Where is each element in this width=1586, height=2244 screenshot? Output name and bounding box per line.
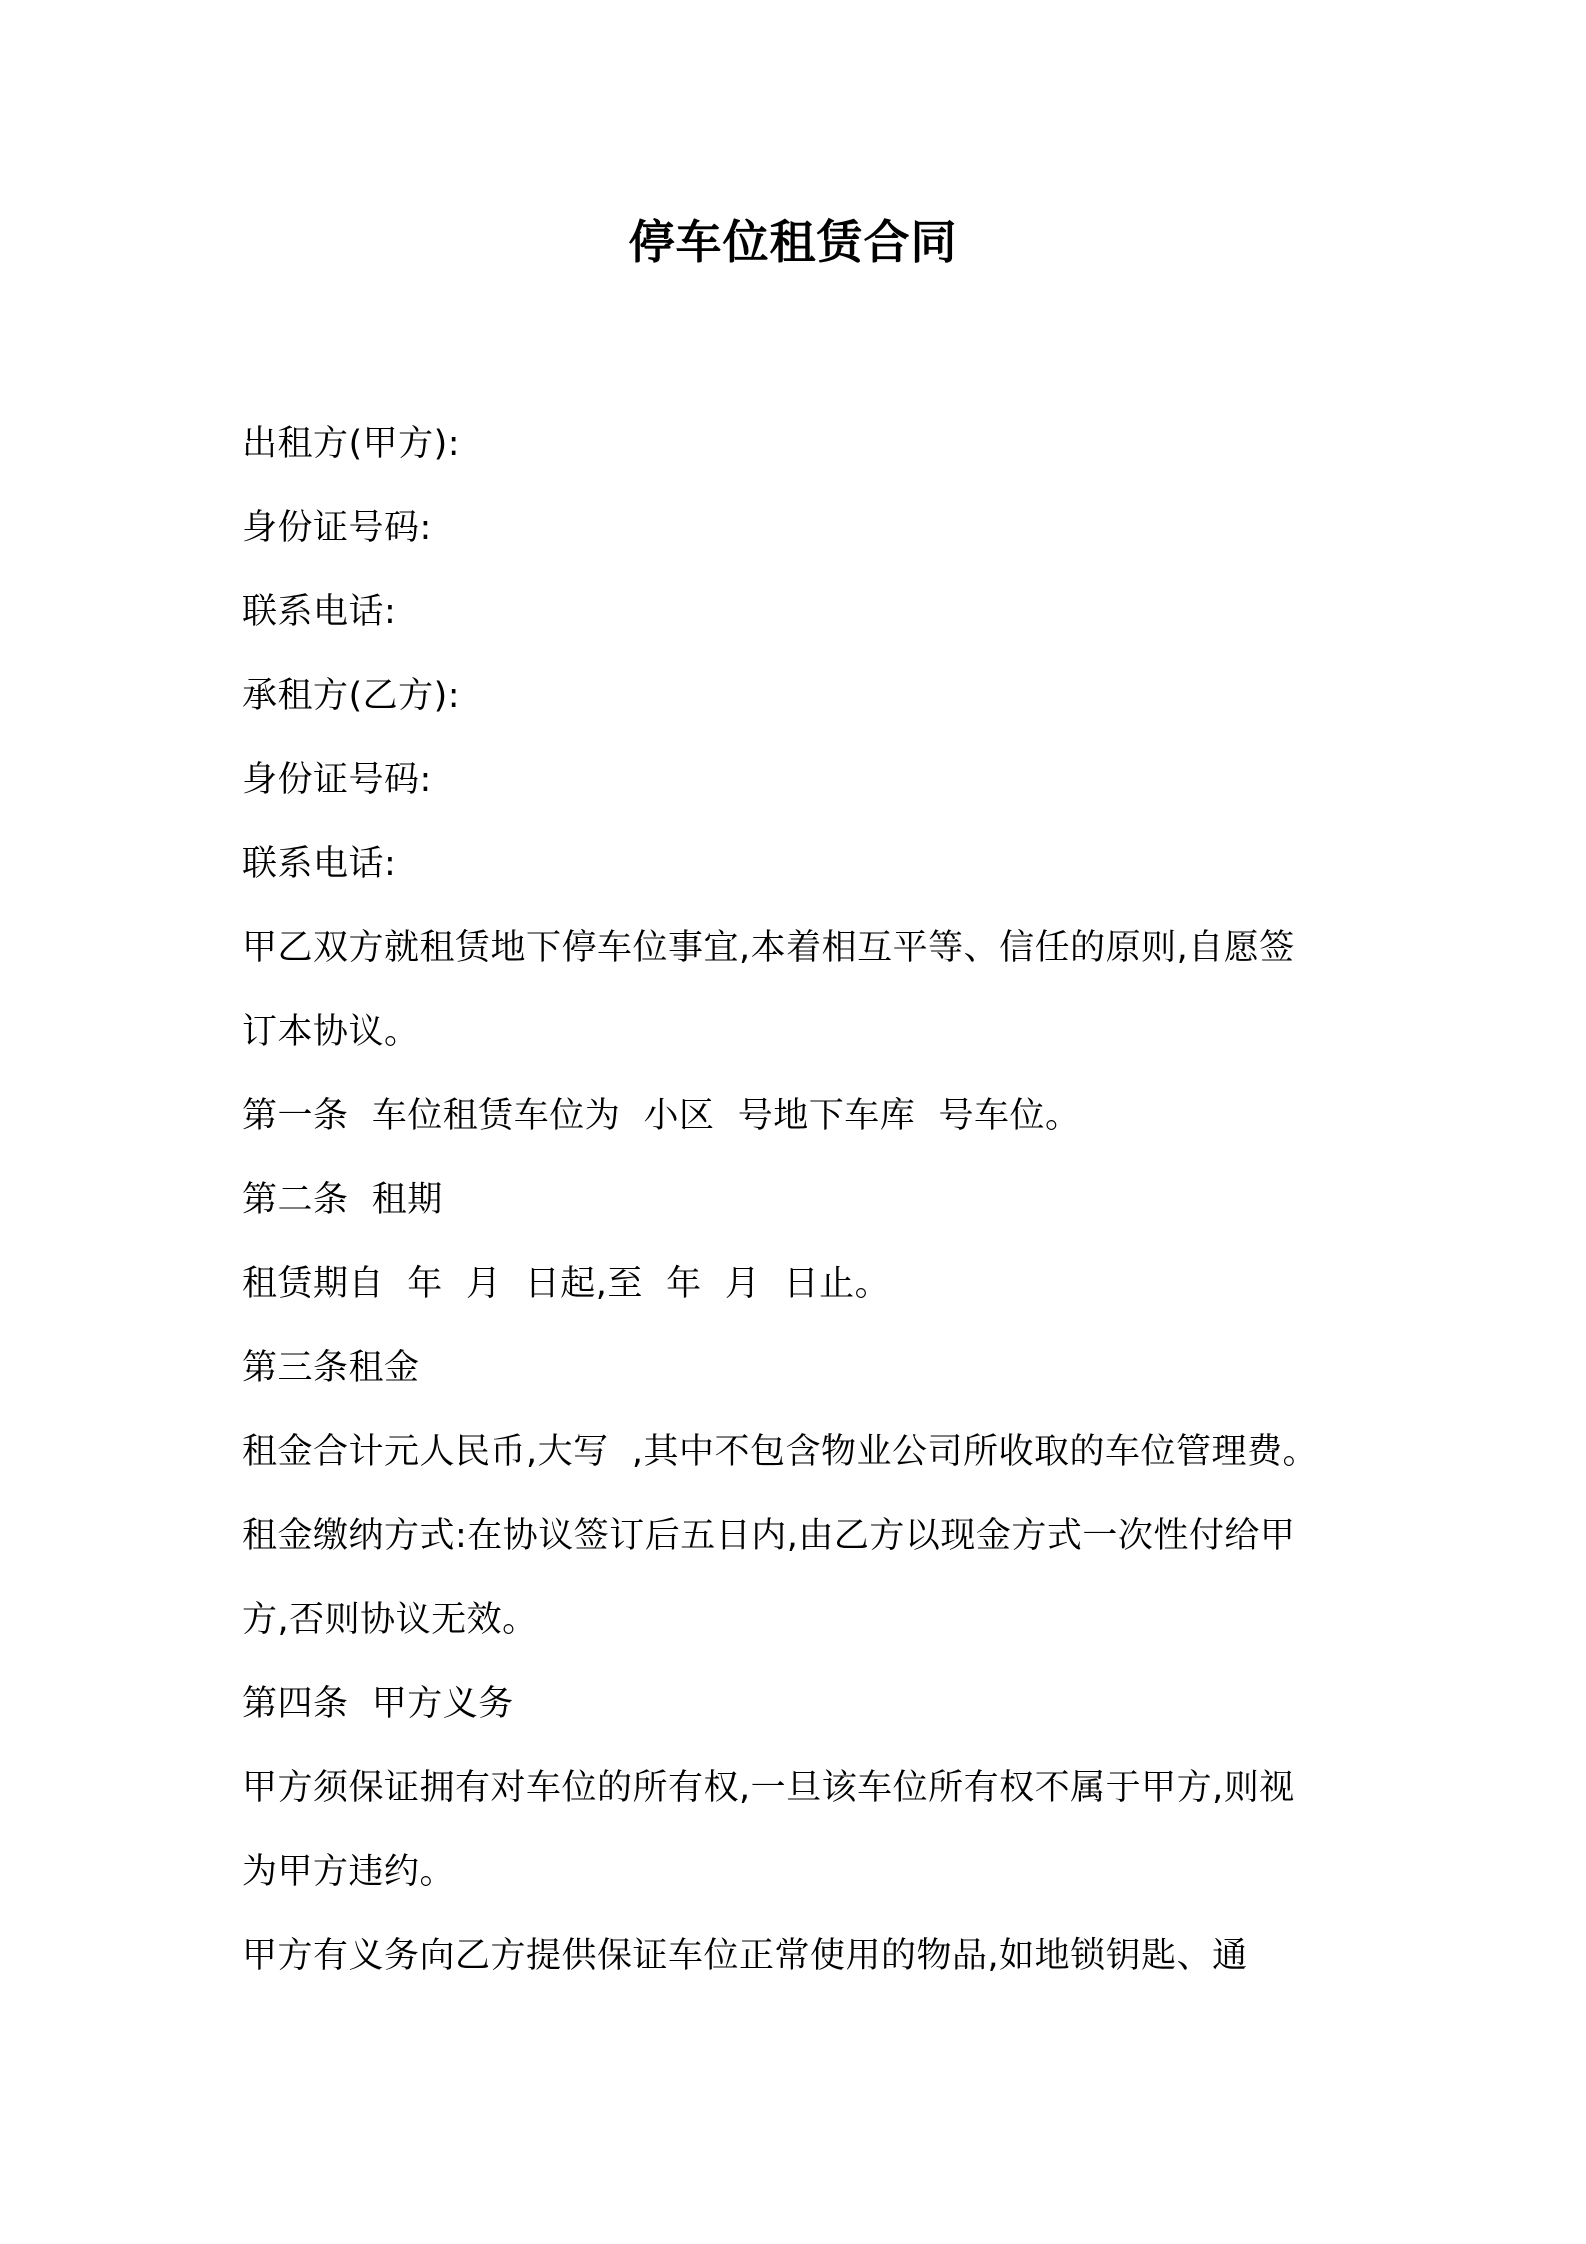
lessor-id-label: 身份证号码:: [242, 508, 432, 548]
document-body: [242, 402, 1362, 1998]
lessor-phone-label: 联系电话:: [242, 592, 397, 632]
lessee-id-label: 身份证号码:: [242, 760, 432, 800]
lessee-phone-label: 联系电话:: [242, 844, 397, 884]
article-3-heading: 第三条租金: [242, 1348, 420, 1388]
rent-total: 租金合计元人民币,大写 ,其中不包含物业公司所收取的车位管理费。: [242, 1432, 1319, 1472]
payment-method-line-1: 租金缴纳方式:在协议签订后五日内,由乙方以现金方式一次性付给甲: [242, 1516, 1296, 1556]
lease-term: 租赁期自 年 月 日起,至 年 月 日止。: [242, 1264, 891, 1304]
lessor-duty-2-line-1: 甲方有义务向乙方提供保证车位正常使用的物品,如地锁钥匙、通: [242, 1936, 1248, 1976]
lessor-duty-1-line-1: 甲方须保证拥有对车位的所有权,一旦该车位所有权不属于甲方,则视: [242, 1768, 1295, 1808]
document-title: 停车位租赁合同: [628, 215, 958, 269]
lessor-label: 出租方(甲方):: [242, 424, 461, 464]
article-2-heading: 第二条 租期: [242, 1180, 443, 1220]
payment-method-line-2: 方,否则协议无效。: [242, 1600, 538, 1640]
lessor-duty-1-line-2: 为甲方违约。: [242, 1852, 456, 1892]
article-4-heading: 第四条 甲方义务: [242, 1684, 514, 1724]
preamble-line-2: 订本协议。: [242, 1012, 420, 1052]
article-1: 第一条 车位租赁车位为 小区 号地下车库 号车位。: [242, 1096, 1081, 1136]
preamble-line-1: 甲乙双方就租赁地下停车位事宜,本着相互平等、信任的原则,自愿签: [242, 928, 1295, 968]
lessee-label: 承租方(乙方):: [242, 676, 461, 716]
